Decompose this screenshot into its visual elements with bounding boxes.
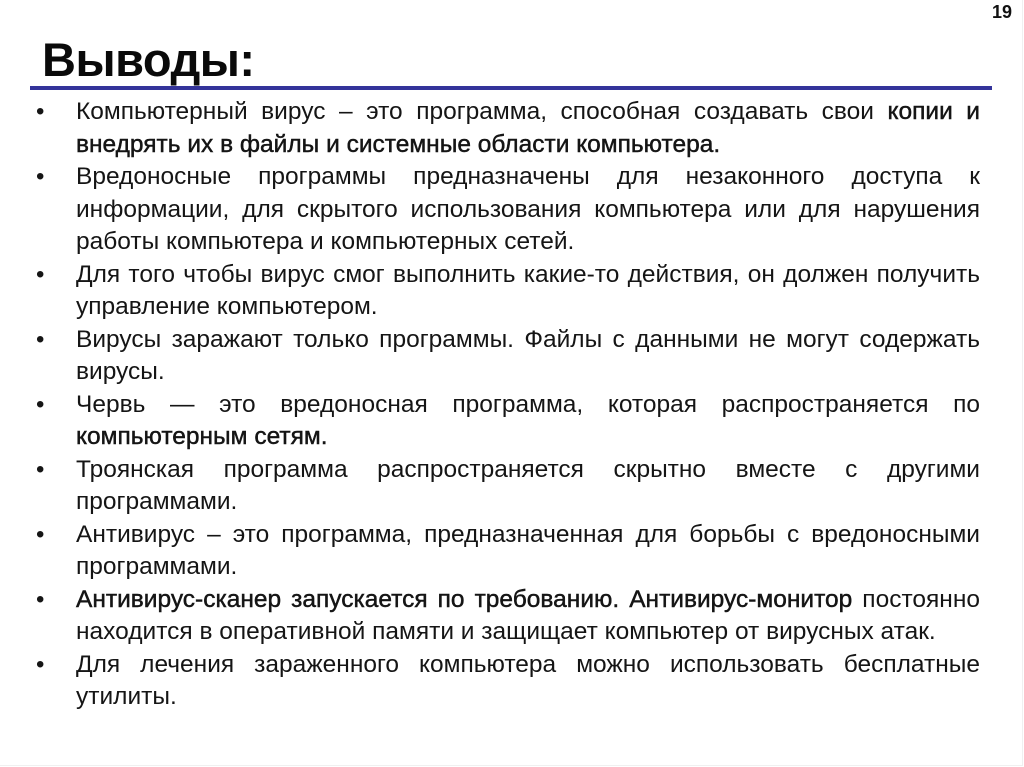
bullet-dot-icon: •: [36, 520, 45, 548]
bullet-item-antivirus: [30, 519, 980, 584]
bullet-dot-icon: •: [36, 585, 45, 613]
bullet-dot-icon: •: [36, 455, 45, 483]
bullet-dot-icon: •: [36, 260, 45, 288]
bullet-dot-icon: •: [36, 163, 45, 190]
bullet-item-free-utilities: [30, 649, 980, 714]
bullet-dot-icon: •: [36, 390, 45, 418]
bullet-text: постоянно находится в оперативной памяти и защищает компьютер от вирусных атак.: [76, 585, 980, 645]
title-underline-rule: [30, 86, 992, 90]
bullet-text: Вирусы заражают только программы. Файлы с данными не могут содержать вирусы.: [76, 325, 980, 385]
bullet-text-emphasis: Антивирус-сканер запускается по требованию. Антивирус-монитор: [76, 585, 853, 613]
bullet-text: Для лечения зараженного компьютера можно использовать бесплатные утилиты.: [76, 650, 980, 710]
bullet-text: Компьютерный вирус – это программа, способная создавать свои: [76, 98, 888, 125]
bullet-list: [30, 96, 980, 714]
bullet-item-virus-control: [30, 259, 980, 324]
slide-title: Выводы:: [42, 33, 255, 86]
bullet-item-worm: [30, 389, 980, 454]
page-number: 19: [991, 2, 1012, 22]
bullet-text-emphasis: копии и внедрять их в файлы и системные области компьютера.: [76, 98, 980, 158]
bullet-item-scanner-monitor: [30, 584, 980, 649]
bullet-text: Антивирус – это программа, предназначенная для борьбы с вредоносными программами.: [76, 520, 980, 580]
bullet-dot-icon: •: [36, 98, 45, 125]
bullet-item-virus-infection: [30, 324, 980, 389]
bullet-item-virus-definition: [30, 96, 980, 161]
bullet-text: Червь — это вредоносная программа, которая распространяется по: [76, 390, 980, 418]
bullet-text-emphasis: компьютерным сетям.: [76, 423, 328, 450]
bullet-dot-icon: •: [36, 325, 45, 353]
bullet-dot-icon: •: [36, 650, 45, 678]
bullet-item-malware-purpose: [30, 161, 980, 259]
bullet-text: Вредоносные программы предназначены для незаконного доступа к информации, для скрытого использования компьютера или для нарушения работы компьютера и компьютерных сетей.: [76, 163, 980, 255]
bullet-text: Для того чтобы вирус смог выполнить какие-то действия, он должен получить управление компьютером.: [76, 260, 980, 320]
bullet-item-trojan: [30, 454, 980, 519]
bullet-text: Троянская программа распространяется скрытно вместе с другими программами.: [76, 455, 980, 515]
